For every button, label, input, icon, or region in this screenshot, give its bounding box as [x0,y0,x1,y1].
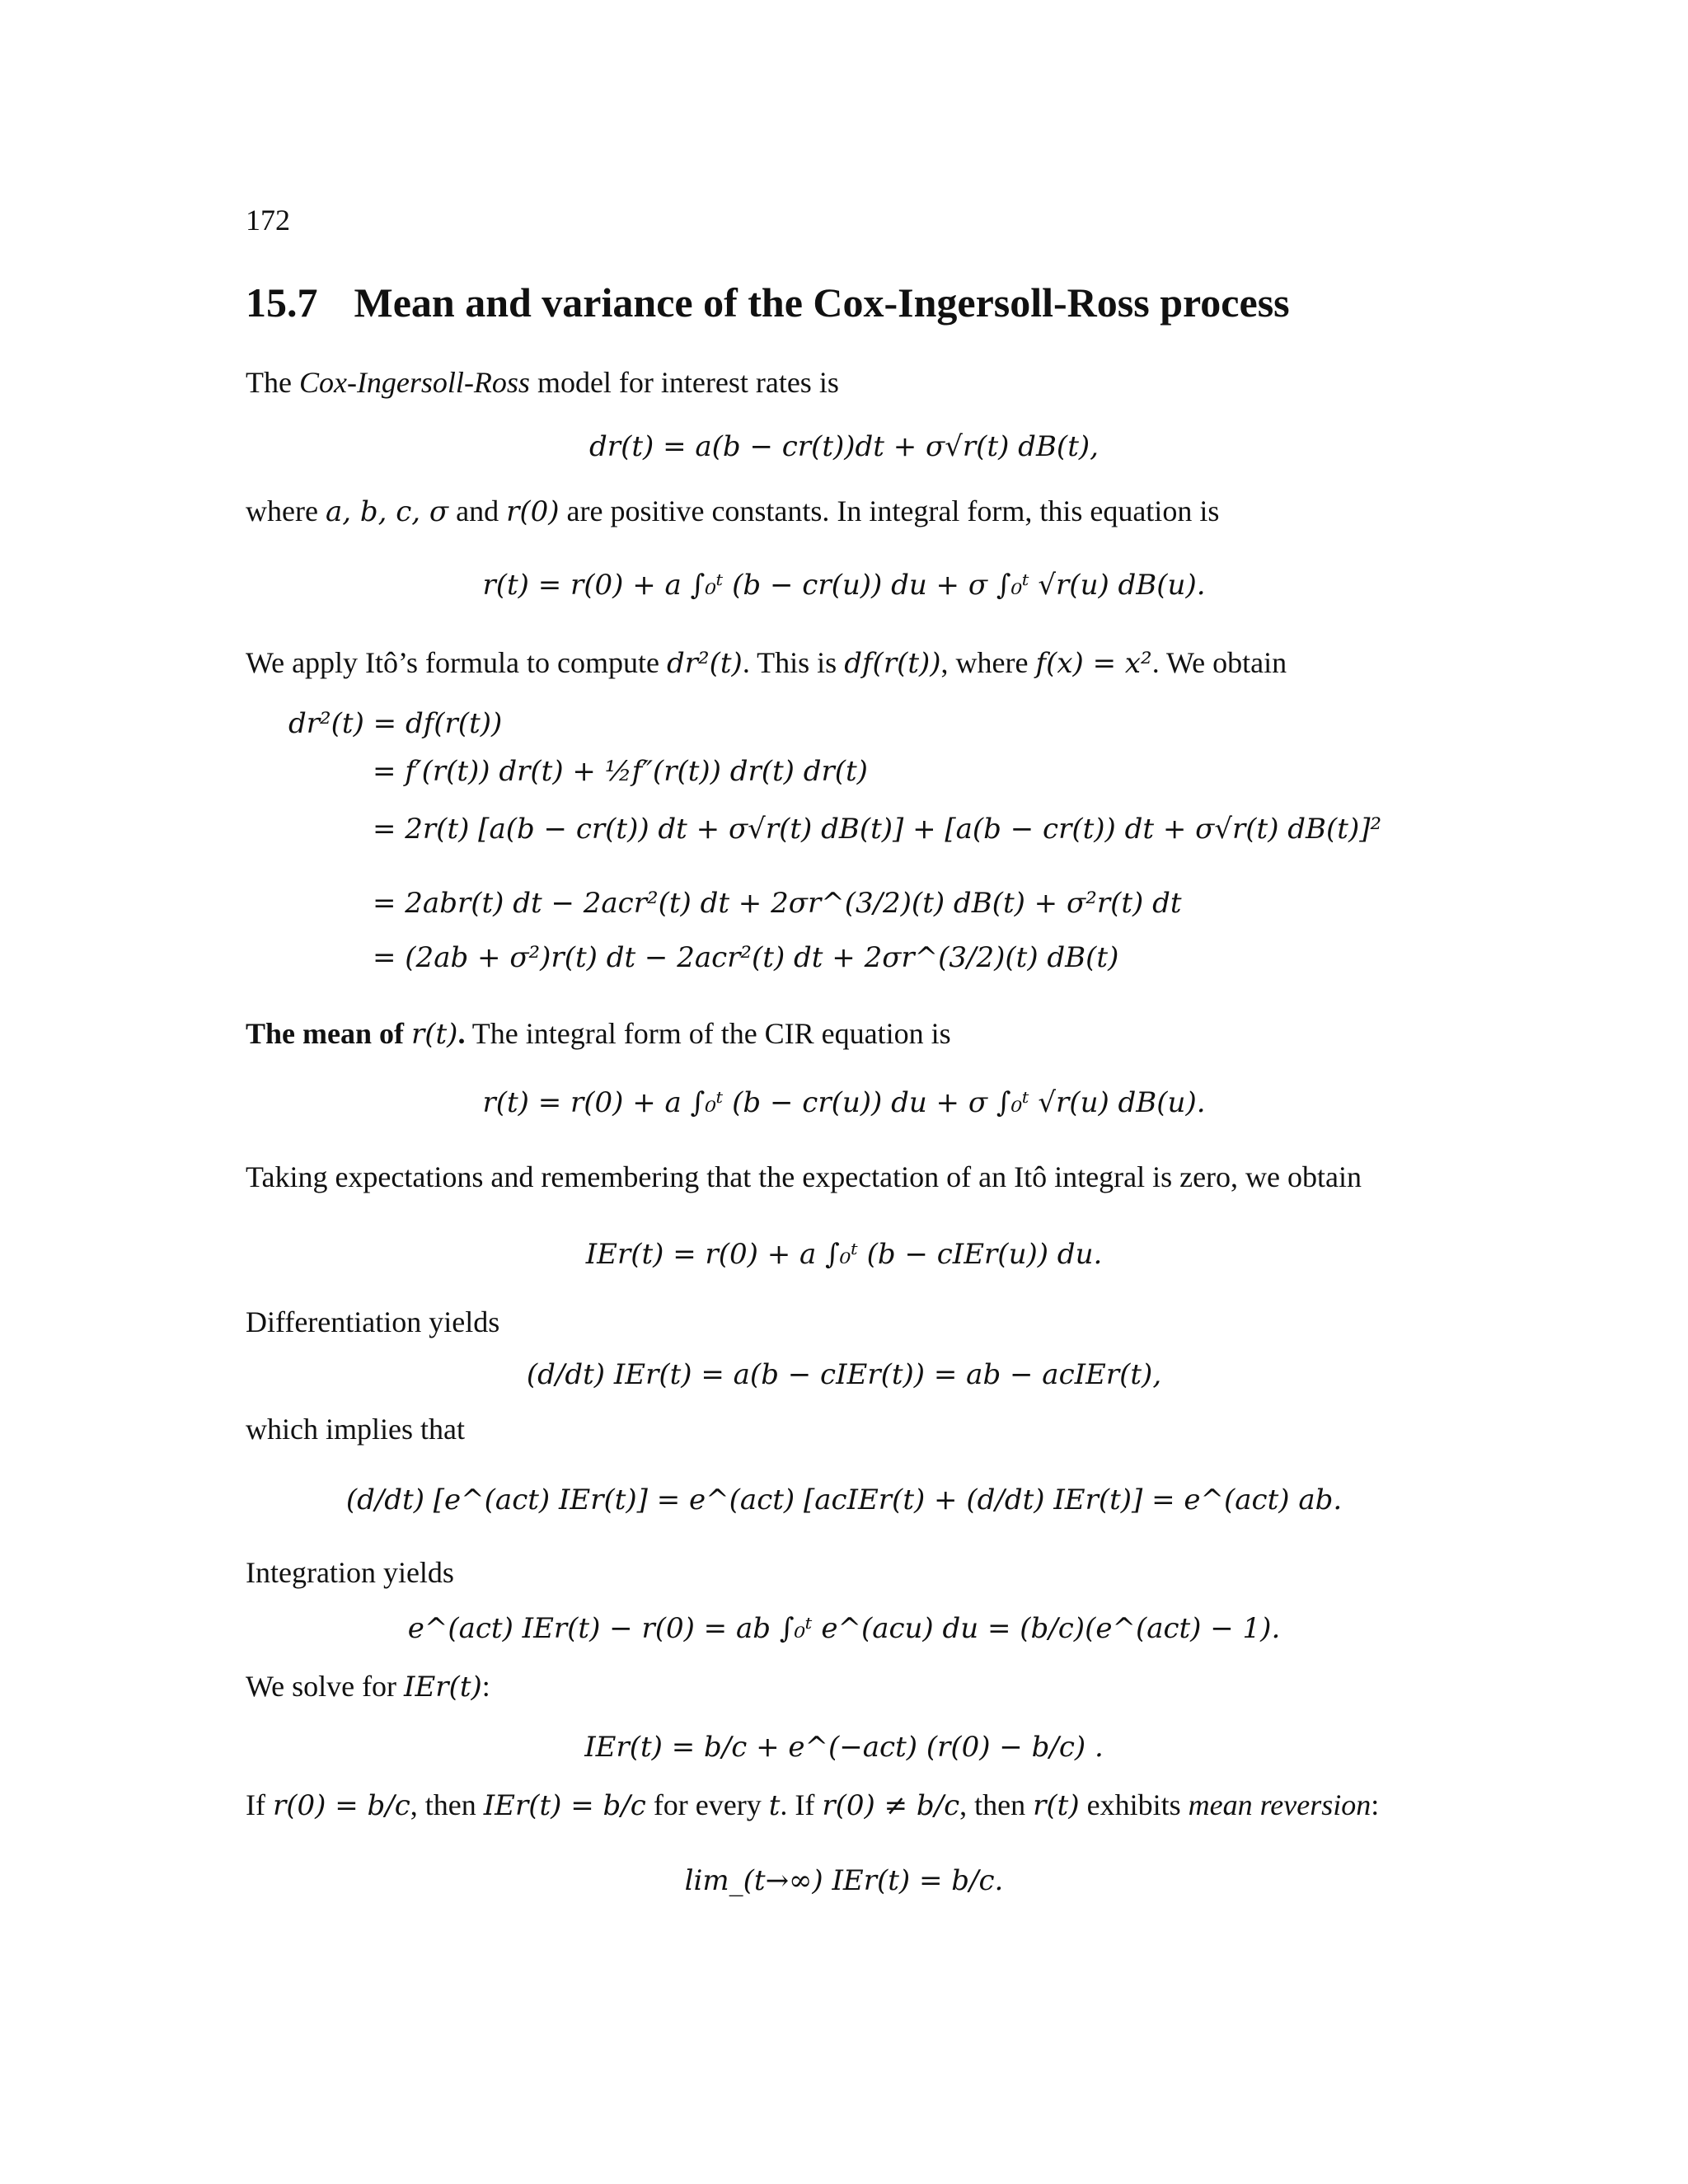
l5-m5: r(t) [1033,1789,1080,1822]
section-number: 15.7 [246,279,318,326]
line3-prefix: We apply Itô’s formula to compute [246,646,667,679]
l5-p2: , then [410,1788,484,1821]
mean-heading-term: r(t) [411,1018,458,1051]
label-implies: which implies that [246,1413,465,1446]
line2-r0: r(0) [506,495,560,528]
section-heading: Mean and variance of the Cox-Ingersoll-Ross process [354,279,1290,326]
constants-paragraph [246,493,1219,530]
label-solve [246,1668,490,1705]
mean-heading-dot: . [457,1017,466,1050]
equation-limit: lim_(t→∞) IEr(t) = b/c. [684,1864,1004,1897]
ito-paragraph [246,644,1287,682]
equation-derivative: (d/dt) IEr(t) = a(b − cIEr(t)) = ab − acIEr(t), [526,1358,1162,1391]
intro-paragraph [246,364,839,401]
line3-suffix: . We obtain [1151,646,1287,679]
solve-suffix: : [481,1670,490,1703]
label-integration: Integration yields [246,1556,454,1589]
expectation-paragraph: Taking expectations and remembering that the expectation of an Itô integral is zero, we obtain [246,1160,1362,1193]
equation-product-rule: (d/dt) [e^(act) IEr(t)] = e^(act) [acIEr(t) + (d/dt) IEr(t)] = e^(act) ab. [345,1483,1343,1516]
solve-prefix: We solve for [246,1670,405,1703]
derivation-line-3: = 2r(t) [a(b − cr(t)) dt + σ√r(t) dB(t)] + [a(b − cr(t)) dt + σ√r(t) dB(t)]² [373,813,1382,846]
l5-p7: : [1371,1788,1380,1821]
derivation-line-4: = 2abr(t) dt − 2acr²(t) dt + 2σr^(3/2)(t) dB(t) + σ²r(t) dt [373,887,1182,920]
equation-integral-form: r(t) = r(0) + a ∫₀ᵗ (b − cr(u)) du + σ ∫₀ᵗ √r(u) dB(u). [482,569,1206,602]
equation-integrated: e^(act) IEr(t) − r(0) = ab ∫₀ᵗ e^(acu) du = (b/c)(e^(act) − 1). [407,1612,1281,1645]
derivation-line-2: = f′(r(t)) dr(t) + ½f″(r(t)) dr(t) dr(t) [373,755,868,788]
intro-prefix: The [246,366,299,399]
l5-mean-reversion: mean reversion [1188,1788,1372,1821]
line3-mid2: , where [940,646,1036,679]
line3-term2: df(r(t)) [844,647,941,680]
l5-m3: t [768,1789,781,1822]
mean-reversion-paragraph [246,1787,1379,1824]
l5-p5: , then [959,1788,1034,1821]
intro-suffix: model for interest rates is [529,366,839,399]
l5-p3: for every [645,1788,769,1821]
line2-vars: a, b, c, σ [325,495,449,528]
equation-cir-integral: r(t) = r(0) + a ∫₀ᵗ (b − cr(u)) du + σ ∫₀ᵗ √r(u) dB(u). [482,1086,1206,1119]
mean-heading-rest: The integral form of the CIR equation is [465,1017,951,1050]
l5-m2: IEr(t) = b/c [483,1789,646,1822]
line2-suffix: are positive constants. In integral form, this equation is [559,494,1220,527]
line2-prefix: where [246,494,326,527]
line2-middle: and [448,494,507,527]
l5-m4: r(0) ≠ b/c [822,1789,960,1822]
page-number: 172 [246,204,290,237]
l5-m1: r(0) = b/c [272,1789,410,1822]
equation-expectation: IEr(t) = r(0) + a ∫₀ᵗ (b − cIEr(u)) du. [585,1238,1103,1271]
line3-term3: f(x) = x² [1035,647,1152,680]
l5-p4: . If [780,1788,823,1821]
l5-p1: If [246,1788,273,1821]
mean-paragraph [246,1015,951,1052]
equation-solution: IEr(t) = b/c + e^(−act) (r(0) − b/c) . [584,1731,1104,1764]
line3-mid1: . This is [742,646,845,679]
equation-sde: dr(t) = a(b − cr(t))dt + σ√r(t) dB(t), [589,430,1099,463]
section-title [246,279,1290,326]
derivation-line-5: = (2ab + σ²)r(t) dt − 2acr²(t) dt + 2σr^(3/2)(t) dB(t) [373,941,1119,974]
label-differentiation: Differentiation yields [246,1305,500,1338]
derivation-line-1: dr²(t) = df(r(t)) [288,707,503,740]
line3-term1: dr²(t) [666,647,743,680]
model-name: Cox-Ingersoll-Ross [298,366,530,399]
l5-p6: exhibits [1079,1788,1189,1821]
mean-heading-bold: The mean of [246,1017,411,1050]
solve-term: IEr(t) [404,1671,482,1704]
